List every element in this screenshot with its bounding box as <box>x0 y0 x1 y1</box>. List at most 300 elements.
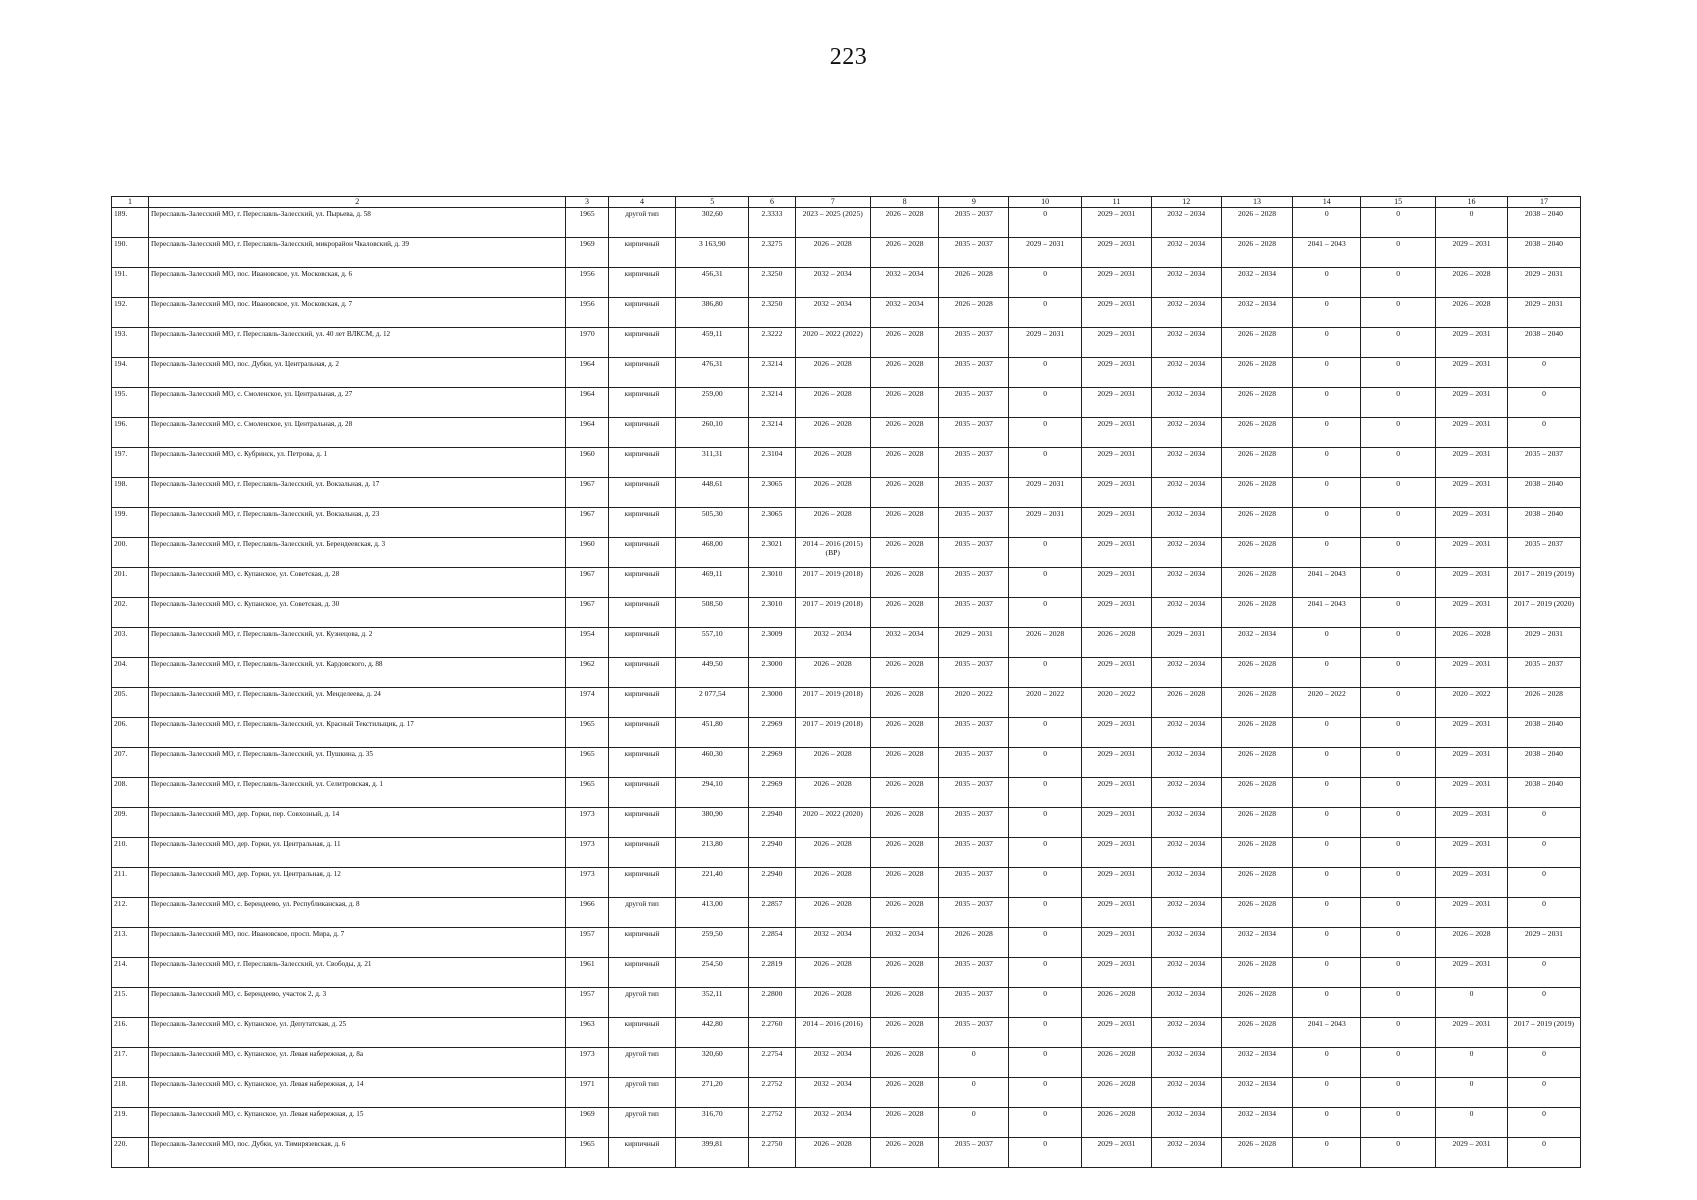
col-12-cell: 2032 – 2034 <box>1151 508 1221 538</box>
wall-material-cell: кирпичный <box>608 718 676 748</box>
col-7-cell: 2026 – 2028 <box>795 838 870 868</box>
col-11-cell: 2029 – 2031 <box>1082 1018 1152 1048</box>
col-14-cell: 0 <box>1293 928 1361 958</box>
address-cell: Переславль-Залесский МО, г. Переславль-Залесский, ул. Кардовского, д. 88 <box>148 658 565 688</box>
build-year-cell: 1965 <box>566 718 608 748</box>
col-7-cell: 2023 – 2025 (2025) <box>795 208 870 238</box>
build-year-cell: 1962 <box>566 658 608 688</box>
col-11-cell: 2026 – 2028 <box>1082 1108 1152 1138</box>
coefficient-cell: 2.2969 <box>749 718 796 748</box>
table-row <box>112 508 1581 538</box>
col-15-cell: 0 <box>1361 988 1436 1018</box>
area-cell: 259,50 <box>676 928 749 958</box>
address-cell: Переславль-Залесский МО, г. Переславль-Залесский, ул. Пушкина, д. 35 <box>148 748 565 778</box>
address-cell: Переславль-Залесский МО, с. Смоленское, ул. Центральная, д. 28 <box>148 418 565 448</box>
wall-material-cell: кирпичный <box>608 928 676 958</box>
col-14-cell: 0 <box>1293 1048 1361 1078</box>
build-year-cell: 1957 <box>566 988 608 1018</box>
col-16-cell: 2029 – 2031 <box>1436 868 1508 898</box>
address-cell: Переславль-Залесский МО, г. Переславль-Залесский, ул. Пырьева, д. 58 <box>148 208 565 238</box>
col-15-cell: 0 <box>1361 868 1436 898</box>
col-14-cell: 0 <box>1293 868 1361 898</box>
build-year-cell: 1967 <box>566 568 608 598</box>
col-10-cell: 0 <box>1009 1078 1082 1108</box>
address-cell: Переславль-Залесский МО, г. Переславль-Залесский, ул. Берендеевская, д. 3 <box>148 538 565 568</box>
col-11-cell: 2020 – 2022 <box>1082 688 1152 718</box>
col-15-cell: 0 <box>1361 208 1436 238</box>
col-17-cell: 2038 – 2040 <box>1507 208 1580 238</box>
col-10-cell: 0 <box>1009 448 1082 478</box>
area-cell: 508,50 <box>676 598 749 628</box>
col-17-cell: 2026 – 2028 <box>1507 688 1580 718</box>
col-8-cell: 2026 – 2028 <box>870 328 939 358</box>
col-14-cell: 0 <box>1293 358 1361 388</box>
col-15-cell: 0 <box>1361 598 1436 628</box>
col-13-cell: 2026 – 2028 <box>1221 478 1293 508</box>
row-number-cell: 220. <box>112 1138 149 1168</box>
wall-material-cell: кирпичный <box>608 748 676 778</box>
row-number-cell: 214. <box>112 958 149 988</box>
coefficient-cell: 2.3250 <box>749 268 796 298</box>
table-row <box>112 208 1581 238</box>
col-12-cell: 2032 – 2034 <box>1151 868 1221 898</box>
col-11-cell: 2029 – 2031 <box>1082 1138 1152 1168</box>
col-13-cell: 2032 – 2034 <box>1221 628 1293 658</box>
coefficient-cell: 2.2969 <box>749 778 796 808</box>
col-17-cell: 0 <box>1507 898 1580 928</box>
col-10-cell: 0 <box>1009 568 1082 598</box>
col-14-cell: 2041 – 2043 <box>1293 598 1361 628</box>
row-number-cell: 216. <box>112 1018 149 1048</box>
col-16-cell: 0 <box>1436 988 1508 1018</box>
area-cell: 254,50 <box>676 958 749 988</box>
coefficient-cell: 2.2857 <box>749 898 796 928</box>
build-year-cell: 1965 <box>566 208 608 238</box>
col-11-cell: 2029 – 2031 <box>1082 508 1152 538</box>
col-12-cell: 2032 – 2034 <box>1151 238 1221 268</box>
col-7-cell: 2026 – 2028 <box>795 988 870 1018</box>
area-cell: 476,31 <box>676 358 749 388</box>
coefficient-cell: 2.2940 <box>749 838 796 868</box>
col-13-cell: 2032 – 2034 <box>1221 268 1293 298</box>
col-13-cell: 2026 – 2028 <box>1221 718 1293 748</box>
col-10-cell: 0 <box>1009 1048 1082 1078</box>
col-10-cell: 0 <box>1009 868 1082 898</box>
area-cell: 449,50 <box>676 658 749 688</box>
build-year-cell: 1967 <box>566 478 608 508</box>
table-row <box>112 358 1581 388</box>
col-14-cell: 2041 – 2043 <box>1293 1018 1361 1048</box>
column-header-16: 16 <box>1436 197 1508 208</box>
col-16-cell: 2029 – 2031 <box>1436 328 1508 358</box>
wall-material-cell: другой тип <box>608 208 676 238</box>
coefficient-cell: 2.2750 <box>749 1138 796 1168</box>
col-17-cell: 2017 – 2019 (2019) <box>1507 1018 1580 1048</box>
address-cell: Переславль-Залесский МО, с. Купанское, ул. Левая набережная, д. 15 <box>148 1108 565 1138</box>
col-12-cell: 2032 – 2034 <box>1151 298 1221 328</box>
wall-material-cell: кирпичный <box>608 478 676 508</box>
col-14-cell: 0 <box>1293 298 1361 328</box>
build-year-cell: 1969 <box>566 1108 608 1138</box>
col-12-cell: 2032 – 2034 <box>1151 958 1221 988</box>
wall-material-cell: кирпичный <box>608 1138 676 1168</box>
col-16-cell: 2026 – 2028 <box>1436 628 1508 658</box>
col-10-cell: 2029 – 2031 <box>1009 478 1082 508</box>
col-12-cell: 2032 – 2034 <box>1151 448 1221 478</box>
col-16-cell: 2029 – 2031 <box>1436 658 1508 688</box>
build-year-cell: 1956 <box>566 268 608 298</box>
address-cell: Переславль-Залесский МО, пос. Ивановское, просп. Мира, д. 7 <box>148 928 565 958</box>
col-14-cell: 0 <box>1293 208 1361 238</box>
col-15-cell: 0 <box>1361 658 1436 688</box>
coefficient-cell: 2.2752 <box>749 1078 796 1108</box>
col-8-cell: 2026 – 2028 <box>870 388 939 418</box>
col-10-cell: 0 <box>1009 748 1082 778</box>
col-17-cell: 0 <box>1507 988 1580 1018</box>
row-number-cell: 192. <box>112 298 149 328</box>
col-16-cell: 2029 – 2031 <box>1436 358 1508 388</box>
col-12-cell: 2032 – 2034 <box>1151 748 1221 778</box>
col-9-cell: 2035 – 2037 <box>939 778 1009 808</box>
address-cell: Переславль-Залесский МО, с. Купанское, ул. Советская, д. 30 <box>148 598 565 628</box>
col-9-cell: 2035 – 2037 <box>939 838 1009 868</box>
col-8-cell: 2026 – 2028 <box>870 778 939 808</box>
col-9-cell: 0 <box>939 1108 1009 1138</box>
col-8-cell: 2026 – 2028 <box>870 208 939 238</box>
build-year-cell: 1964 <box>566 388 608 418</box>
col-9-cell: 2035 – 2037 <box>939 1018 1009 1048</box>
col-14-cell: 0 <box>1293 538 1361 568</box>
col-8-cell: 2026 – 2028 <box>870 448 939 478</box>
col-10-cell: 0 <box>1009 268 1082 298</box>
build-year-cell: 1957 <box>566 928 608 958</box>
col-9-cell: 2035 – 2037 <box>939 868 1009 898</box>
col-12-cell: 2026 – 2028 <box>1151 688 1221 718</box>
col-7-cell: 2032 – 2034 <box>795 298 870 328</box>
col-9-cell: 2035 – 2037 <box>939 238 1009 268</box>
col-11-cell: 2026 – 2028 <box>1082 988 1152 1018</box>
col-8-cell: 2026 – 2028 <box>870 598 939 628</box>
col-7-cell: 2026 – 2028 <box>795 778 870 808</box>
col-14-cell: 0 <box>1293 418 1361 448</box>
wall-material-cell: кирпичный <box>608 808 676 838</box>
row-number-cell: 208. <box>112 778 149 808</box>
col-10-cell: 0 <box>1009 358 1082 388</box>
col-13-cell: 2032 – 2034 <box>1221 1048 1293 1078</box>
area-cell: 271,20 <box>676 1078 749 1108</box>
area-cell: 505,30 <box>676 508 749 538</box>
col-14-cell: 0 <box>1293 628 1361 658</box>
area-cell: 468,00 <box>676 538 749 568</box>
col-12-cell: 2032 – 2034 <box>1151 208 1221 238</box>
address-cell: Переславль-Залесский МО, пос. Дубки, ул. Тимирязевская, д. 6 <box>148 1138 565 1168</box>
col-8-cell: 2026 – 2028 <box>870 508 939 538</box>
col-7-cell: 2026 – 2028 <box>795 238 870 268</box>
build-year-cell: 1965 <box>566 1138 608 1168</box>
table-row <box>112 328 1581 358</box>
col-9-cell: 2035 – 2037 <box>939 208 1009 238</box>
col-17-cell: 2038 – 2040 <box>1507 328 1580 358</box>
col-14-cell: 0 <box>1293 778 1361 808</box>
col-16-cell: 2029 – 2031 <box>1436 598 1508 628</box>
wall-material-cell: кирпичный <box>608 868 676 898</box>
col-11-cell: 2029 – 2031 <box>1082 928 1152 958</box>
column-header-10: 10 <box>1009 197 1082 208</box>
table-row <box>112 568 1581 598</box>
col-17-cell: 2038 – 2040 <box>1507 508 1580 538</box>
build-year-cell: 1965 <box>566 778 608 808</box>
col-12-cell: 2032 – 2034 <box>1151 388 1221 418</box>
row-number-cell: 198. <box>112 478 149 508</box>
col-7-cell: 2026 – 2028 <box>795 658 870 688</box>
row-number-cell: 193. <box>112 328 149 358</box>
wall-material-cell: кирпичный <box>608 538 676 568</box>
coefficient-cell: 2.3010 <box>749 598 796 628</box>
col-12-cell: 2032 – 2034 <box>1151 1018 1221 1048</box>
col-7-cell: 2026 – 2028 <box>795 1138 870 1168</box>
wall-material-cell: кирпичный <box>608 328 676 358</box>
col-17-cell: 0 <box>1507 1078 1580 1108</box>
table-row <box>112 928 1581 958</box>
col-11-cell: 2029 – 2031 <box>1082 418 1152 448</box>
address-cell: Переславль-Залесский МО, г. Переславль-Залесский, ул. Селитровская, д. 1 <box>148 778 565 808</box>
address-cell: Переславль-Залесский МО, г. Переславль-Залесский, ул. Красный Текстильщик, д. 17 <box>148 718 565 748</box>
col-17-cell: 0 <box>1507 418 1580 448</box>
row-number-cell: 206. <box>112 718 149 748</box>
col-7-cell: 2017 – 2019 (2018) <box>795 688 870 718</box>
col-12-cell: 2029 – 2031 <box>1151 628 1221 658</box>
col-7-cell: 2032 – 2034 <box>795 1108 870 1138</box>
address-cell: Переславль-Залесский МО, пос. Ивановское, ул. Московская, д. 7 <box>148 298 565 328</box>
address-cell: Переславль-Залесский МО, с. Смоленское, ул. Центральная, д. 27 <box>148 388 565 418</box>
col-13-cell: 2026 – 2028 <box>1221 1018 1293 1048</box>
build-year-cell: 1973 <box>566 868 608 898</box>
col-14-cell: 0 <box>1293 1078 1361 1108</box>
col-13-cell: 2026 – 2028 <box>1221 358 1293 388</box>
area-cell: 3 163,90 <box>676 238 749 268</box>
col-15-cell: 0 <box>1361 778 1436 808</box>
area-cell: 386,80 <box>676 298 749 328</box>
area-cell: 469,11 <box>676 568 749 598</box>
wall-material-cell: кирпичный <box>608 388 676 418</box>
col-17-cell: 2038 – 2040 <box>1507 478 1580 508</box>
col-11-cell: 2029 – 2031 <box>1082 328 1152 358</box>
col-16-cell: 2029 – 2031 <box>1436 388 1508 418</box>
col-16-cell: 2029 – 2031 <box>1436 238 1508 268</box>
col-16-cell: 2029 – 2031 <box>1436 718 1508 748</box>
wall-material-cell: другой тип <box>608 1108 676 1138</box>
col-13-cell: 2026 – 2028 <box>1221 898 1293 928</box>
col-16-cell: 2020 – 2022 <box>1436 688 1508 718</box>
wall-material-cell: другой тип <box>608 1078 676 1108</box>
col-9-cell: 2035 – 2037 <box>939 898 1009 928</box>
table-row <box>112 898 1581 928</box>
table-row <box>112 748 1581 778</box>
coefficient-cell: 2.3333 <box>749 208 796 238</box>
col-15-cell: 0 <box>1361 1018 1436 1048</box>
col-16-cell: 0 <box>1436 208 1508 238</box>
col-17-cell: 0 <box>1507 868 1580 898</box>
wall-material-cell: другой тип <box>608 988 676 1018</box>
col-10-cell: 0 <box>1009 958 1082 988</box>
col-7-cell: 2026 – 2028 <box>795 958 870 988</box>
address-cell: Переславль-Залесский МО, дер. Горки, ул. Центральная, д. 12 <box>148 868 565 898</box>
col-11-cell: 2029 – 2031 <box>1082 718 1152 748</box>
col-10-cell: 0 <box>1009 838 1082 868</box>
row-number-cell: 200. <box>112 538 149 568</box>
coefficient-cell: 2.3214 <box>749 388 796 418</box>
coefficient-cell: 2.3250 <box>749 298 796 328</box>
coefficient-cell: 2.2800 <box>749 988 796 1018</box>
col-14-cell: 0 <box>1293 1108 1361 1138</box>
wall-material-cell: кирпичный <box>608 958 676 988</box>
col-17-cell: 2029 – 2031 <box>1507 928 1580 958</box>
address-cell: Переславль-Залесский МО, с. Кубринск, ул. Петрова, д. 1 <box>148 448 565 478</box>
col-15-cell: 0 <box>1361 748 1436 778</box>
row-number-cell: 217. <box>112 1048 149 1078</box>
build-year-cell: 1963 <box>566 1018 608 1048</box>
col-9-cell: 2035 – 2037 <box>939 358 1009 388</box>
col-14-cell: 0 <box>1293 508 1361 538</box>
row-number-cell: 195. <box>112 388 149 418</box>
col-17-cell: 2038 – 2040 <box>1507 748 1580 778</box>
col-17-cell: 0 <box>1507 838 1580 868</box>
row-number-cell: 211. <box>112 868 149 898</box>
col-13-cell: 2032 – 2034 <box>1221 1108 1293 1138</box>
col-10-cell: 0 <box>1009 598 1082 628</box>
address-cell: Переславль-Залесский МО, с. Купанское, ул. Левая набережная, д. 14 <box>148 1078 565 1108</box>
col-17-cell: 0 <box>1507 1138 1580 1168</box>
col-8-cell: 2032 – 2034 <box>870 928 939 958</box>
col-16-cell: 2026 – 2028 <box>1436 298 1508 328</box>
row-number-cell: 196. <box>112 418 149 448</box>
col-8-cell: 2026 – 2028 <box>870 238 939 268</box>
table-row <box>112 418 1581 448</box>
coefficient-cell: 2.2940 <box>749 808 796 838</box>
area-cell: 442,80 <box>676 1018 749 1048</box>
address-cell: Переславль-Залесский МО, с. Купанское, ул. Левая набережная, д. 8а <box>148 1048 565 1078</box>
col-14-cell: 2020 – 2022 <box>1293 688 1361 718</box>
area-cell: 302,60 <box>676 208 749 238</box>
col-8-cell: 2032 – 2034 <box>870 268 939 298</box>
col-14-cell: 0 <box>1293 808 1361 838</box>
col-14-cell: 0 <box>1293 448 1361 478</box>
col-12-cell: 2032 – 2034 <box>1151 718 1221 748</box>
col-15-cell: 0 <box>1361 388 1436 418</box>
col-8-cell: 2026 – 2028 <box>870 478 939 508</box>
col-8-cell: 2026 – 2028 <box>870 1138 939 1168</box>
table-row <box>112 268 1581 298</box>
col-10-cell: 0 <box>1009 1138 1082 1168</box>
col-15-cell: 0 <box>1361 1048 1436 1078</box>
build-year-cell: 1973 <box>566 808 608 838</box>
col-10-cell: 0 <box>1009 718 1082 748</box>
coefficient-cell: 2.3000 <box>749 688 796 718</box>
build-year-cell: 1967 <box>566 598 608 628</box>
column-header-11: 11 <box>1082 197 1152 208</box>
col-7-cell: 2014 – 2016 (2016) <box>795 1018 870 1048</box>
col-7-cell: 2026 – 2028 <box>795 508 870 538</box>
col-11-cell: 2029 – 2031 <box>1082 268 1152 298</box>
table-row <box>112 298 1581 328</box>
col-8-cell: 2026 – 2028 <box>870 988 939 1018</box>
col-8-cell: 2032 – 2034 <box>870 298 939 328</box>
col-17-cell: 2038 – 2040 <box>1507 718 1580 748</box>
column-header-12: 12 <box>1151 197 1221 208</box>
row-number-cell: 207. <box>112 748 149 778</box>
col-14-cell: 0 <box>1293 658 1361 688</box>
col-10-cell: 0 <box>1009 658 1082 688</box>
col-17-cell: 2017 – 2019 (2019) <box>1507 568 1580 598</box>
build-year-cell: 1971 <box>566 1078 608 1108</box>
col-15-cell: 0 <box>1361 478 1436 508</box>
col-14-cell: 0 <box>1293 718 1361 748</box>
col-9-cell: 0 <box>939 1048 1009 1078</box>
col-15-cell: 0 <box>1361 1078 1436 1108</box>
col-10-cell: 2029 – 2031 <box>1009 238 1082 268</box>
col-8-cell: 2026 – 2028 <box>870 868 939 898</box>
col-16-cell: 0 <box>1436 1048 1508 1078</box>
area-cell: 2 077,54 <box>676 688 749 718</box>
row-number-cell: 199. <box>112 508 149 538</box>
col-16-cell: 2029 – 2031 <box>1436 778 1508 808</box>
col-14-cell: 2041 – 2043 <box>1293 568 1361 598</box>
col-9-cell: 2026 – 2028 <box>939 298 1009 328</box>
coefficient-cell: 2.2940 <box>749 868 796 898</box>
area-cell: 352,11 <box>676 988 749 1018</box>
col-12-cell: 2032 – 2034 <box>1151 988 1221 1018</box>
col-11-cell: 2026 – 2028 <box>1082 628 1152 658</box>
build-year-cell: 1966 <box>566 898 608 928</box>
area-cell: 320,60 <box>676 1048 749 1078</box>
area-cell: 459,11 <box>676 328 749 358</box>
col-13-cell: 2026 – 2028 <box>1221 658 1293 688</box>
wall-material-cell: кирпичный <box>608 838 676 868</box>
col-13-cell: 2026 – 2028 <box>1221 1138 1293 1168</box>
col-9-cell: 2035 – 2037 <box>939 328 1009 358</box>
row-number-cell: 202. <box>112 598 149 628</box>
col-7-cell: 2026 – 2028 <box>795 358 870 388</box>
coefficient-cell: 2.3000 <box>749 658 796 688</box>
col-11-cell: 2029 – 2031 <box>1082 298 1152 328</box>
column-header-1: 1 <box>112 197 149 208</box>
column-header-13: 13 <box>1221 197 1293 208</box>
col-14-cell: 0 <box>1293 478 1361 508</box>
column-header-2: 2 <box>148 197 565 208</box>
col-9-cell: 2026 – 2028 <box>939 928 1009 958</box>
page-number: 223 <box>829 44 868 70</box>
col-15-cell: 0 <box>1361 898 1436 928</box>
col-12-cell: 2032 – 2034 <box>1151 328 1221 358</box>
area-cell: 448,61 <box>676 478 749 508</box>
wall-material-cell: кирпичный <box>608 1018 676 1048</box>
area-cell: 316,70 <box>676 1108 749 1138</box>
address-cell: Переславль-Залесский МО, г. Переславль-Залесский, ул. Кузнецова, д. 2 <box>148 628 565 658</box>
build-year-cell: 1964 <box>566 418 608 448</box>
col-11-cell: 2029 – 2031 <box>1082 838 1152 868</box>
col-8-cell: 2032 – 2034 <box>870 628 939 658</box>
col-16-cell: 2026 – 2028 <box>1436 268 1508 298</box>
col-14-cell: 0 <box>1293 748 1361 778</box>
table-row <box>112 988 1581 1018</box>
col-17-cell: 0 <box>1507 358 1580 388</box>
col-7-cell: 2032 – 2034 <box>795 1078 870 1108</box>
col-10-cell: 0 <box>1009 778 1082 808</box>
col-16-cell: 2029 – 2031 <box>1436 958 1508 988</box>
col-7-cell: 2026 – 2028 <box>795 748 870 778</box>
col-11-cell: 2026 – 2028 <box>1082 1078 1152 1108</box>
col-7-cell: 2026 – 2028 <box>795 388 870 418</box>
